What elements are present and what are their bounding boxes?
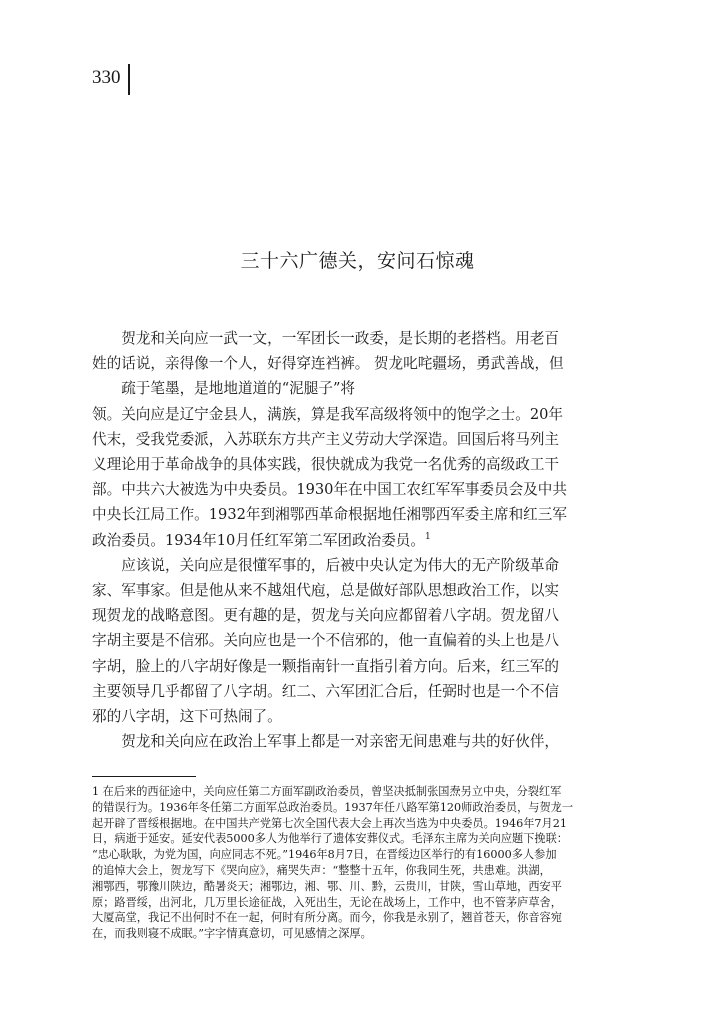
body-line: 政治委员。1934年10月任红军第二军团政治委员。 (92, 531, 425, 549)
footnote-line: 的追悼大会上，贺龙写下《哭向应》，痛哭失声：“整整十五年，你我同生死，共患难。洪湖， (92, 863, 551, 877)
body-line: 字胡，脸上的八字胡好像是一颗指南针一直指引着方向。后来，红三军的 (92, 657, 560, 675)
footnote-line: 的错误行为。1936年冬任第二方面军总政治委员。1937年任八路军第120师政治委员，与贺龙一 (92, 800, 574, 814)
body-line: 贺龙和关向应在政治上军事上都是一对亲密无间患难与共的好伙伴， (121, 733, 560, 751)
footnote-line: 在，而我则寝不成眠。”字字情真意切，可见感情之深厚。 (92, 927, 372, 941)
footnote-line: 1 在后来的西征途中，关向应任第二方面军副政治委员，曾坚决抵制张国焘另立中央，分裂红军 (92, 785, 562, 798)
body-line: 领。关向应是辽宁金县人，满族，算是我军高级将领中的饱学之士。20年 (92, 405, 563, 423)
chapter-title: 三十六广德关，安问石惊魂 (240, 250, 475, 272)
body-line: 主要领导几乎都留了八字胡。红二、六军团汇合后，任弼时也是一个不信 (92, 682, 560, 700)
body-line: 疏于笔墨，是地地道道的“泥腿子”将 (121, 380, 356, 398)
body-line: 姓的话说，亲得像一个人，好得穿连裆裤。 贺龙叱咤疆场，勇武善战，但 (92, 355, 564, 373)
footnote-line: “忠心耿耿，为党为国，向应同志不死。”1946年8月7日，在晋绥边区举行的有16000多人参加 (92, 848, 557, 862)
body-line: 应该说，关向应是很懂军事的，后被中央认定为伟大的无产阶级革命 (121, 556, 560, 574)
body-line: 家、军事家。但是他从来不越俎代庖，总是做好部队思想政治工作，以实 (92, 582, 560, 600)
body-line: 部。中共六大被选为中央委员。1930年在中国工农红军军事委员会及中共 (92, 481, 567, 499)
body-text (92, 326, 598, 754)
header-vertical-rule (128, 64, 130, 95)
footnote-line: 原；路晋绥，出河北，几万里长途征战，入死出生，无论在战场上，工作中，也不管茅庐草舍， (92, 895, 562, 909)
footnote-divider (92, 776, 196, 777)
footnote-reference: 1 (425, 531, 431, 542)
page-number: 330 (92, 67, 121, 88)
footnote (92, 784, 598, 942)
footnote-line: 起开辟了晋绥根据地。在中国共产党第七次全国代表大会上再次当选为中央委员。1946年7月21 (92, 816, 567, 830)
body-line: 邪的八字胡，这下可热闹了。 (92, 708, 282, 726)
body-line: 字胡主要是不信邪。关向应也是一个不信邪的，他一直偏着的头上也是八 (92, 632, 560, 650)
footnote-line: 大厦高堂，我记不出何时不在一起，何时有所分离。而今，你我是永别了，翘首苍天，你音容宛 (92, 911, 562, 925)
body-line: 代末，受我党委派，入苏联东方共产主义劳动大学深造。回国后将马列主 (92, 430, 560, 448)
body-line: 义理论用于革命战争的具体实践，很快就成为我党一名优秀的高级政工干 (92, 456, 560, 474)
footnote-line: 湘鄂西，鄂豫川陕边，酷暑炎天；湘鄂边，湘、鄂、川、黔，云贵川，甘陕，雪山草地，西安平 (92, 879, 562, 893)
footnote-line: 日，病逝于延安。延安代表5000多人为他举行了遗体安葬仪式。毛泽东主席为关向应题下挽联： (92, 832, 568, 846)
body-line: 中央长江局工作。1932年到湘鄂西革命根据地任湘鄂西军委主席和红三军 (92, 506, 567, 524)
body-line: 现贺龙的战略意图。更有趣的是，贺龙与关向应都留着八字胡。贺龙留八 (92, 607, 560, 625)
body-line: 贺龙和关向应一武一文，一军团长一政委，是长期的老搭档。用老百 (121, 330, 560, 347)
body-line-with-note (92, 528, 598, 553)
